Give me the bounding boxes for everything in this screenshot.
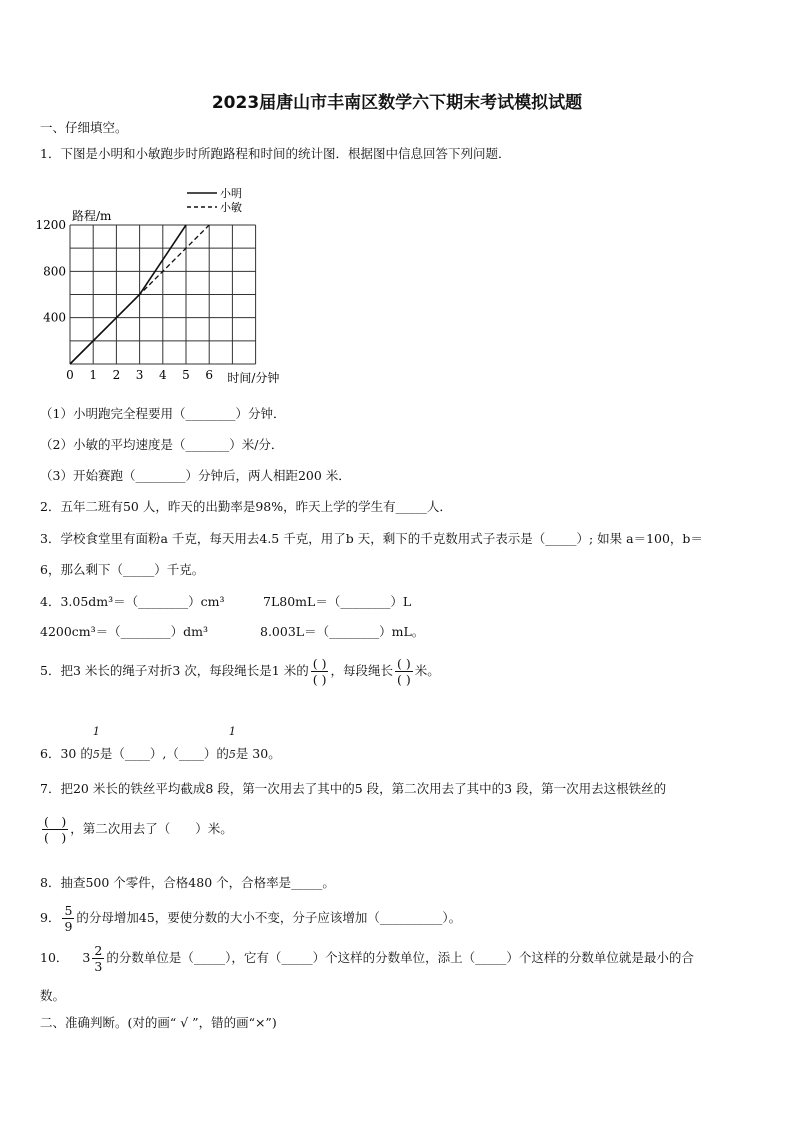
question-3-line-2: 6，那么剩下（_____）千克。 (40, 562, 205, 577)
question-9-pre: 9． (40, 910, 61, 925)
legend-label-1: 小明 (220, 187, 242, 200)
question-7-blank-fraction (42, 814, 68, 845)
question-1-sub-1: （1）小明跑完全程要用（________）分钟． (40, 406, 286, 421)
fraction-numerator: 1 (92, 725, 100, 738)
question-5 (40, 656, 440, 687)
fraction-denominator: 5 (92, 748, 100, 761)
question-5-pre: 5．把3 米长的绳子对折3 次，每段绳长是1 米的 (40, 663, 309, 678)
question-2: 2．五年二班有50 人，昨天的出勤率是98%，昨天上学的学生有_____人． (40, 499, 452, 514)
question-4-b: 7L80mL＝（________）L (263, 594, 412, 609)
question-7-line-2 (40, 814, 233, 845)
x-tick-label: 0 (66, 368, 74, 382)
section-1-heading: 一、仔细填空。 (40, 120, 128, 135)
x-axis-label: 时间/分钟 (227, 371, 280, 385)
question-9 (40, 903, 461, 934)
question-6 (40, 725, 281, 763)
question-5-blank-fraction-2 (395, 656, 413, 687)
question-5-blank-fraction-1 (311, 656, 329, 687)
fraction-denominator-blank: ( ) (312, 672, 327, 687)
fraction-denominator: 9 (64, 919, 73, 934)
section-2-heading: 二、准确判断。(对的画“ √ ”，错的画“×”) (40, 1015, 277, 1030)
x-tick-label: 4 (158, 368, 167, 382)
question-1-sub-3: （3）开始赛跑（________）分钟后，两人相距200 米． (40, 468, 351, 483)
fraction-numerator-blank: ( ) (44, 814, 67, 829)
question-5-mid: ，每段绳长 (330, 663, 393, 678)
fraction-numerator: 5 (64, 903, 73, 918)
question-4-d: 8.003L＝（________）mL。 (260, 624, 425, 639)
legend-label-2: 小敏 (220, 201, 242, 214)
fraction-numerator-blank: ( ) (396, 656, 411, 671)
question-3-line-1: 3．学校食堂里有面粉a 千克，每天用去4.5 千克，用了b 天，剩下的千克数用式子表示是（_____）; 如果 a＝100，b＝ (40, 531, 703, 546)
x-tick-label: 1 (89, 368, 98, 382)
question-6-pre: 6．30 的 (40, 746, 93, 761)
fraction-denominator-blank: ( ) (396, 672, 411, 687)
question-10-line-2: 数。 (40, 988, 66, 1003)
question-9-post: 的分母增加45，要使分数的大小不变，分子应该增加（__________）。 (76, 910, 462, 925)
y-tick-label: 800 (43, 264, 66, 279)
question-7-post: ，第二次用去了（ ）米。 (70, 821, 233, 836)
y-tick-label: 1200 (35, 218, 66, 232)
fraction-denominator-blank: ( ) (44, 830, 67, 845)
question-4-a: 4．3.05dm³＝（________）cm³ (40, 594, 225, 609)
question-7-line-1: 7．把20 米长的铁丝平均截成8 段，第一次用去了其中的5 段，第二次用去了其中的3 段，第一次用去这根铁丝的 (40, 781, 667, 796)
question-1-sub-2: （2）小敏的平均速度是（_______）米/分． (40, 437, 284, 452)
x-tick-label: 3 (135, 368, 144, 382)
question-6-fraction-1 (92, 725, 100, 763)
x-tick-label: 5 (182, 368, 190, 382)
y-axis-label: 路程/m (72, 209, 112, 223)
chart-svg (30, 182, 330, 390)
question-9-fraction (62, 903, 74, 934)
question-10-post: 的分数单位是（_____），它有（_____）个这样的分数单位，添上（_____）个这样的分数单位就是最小的合 (106, 950, 694, 965)
y-tick-label: 400 (43, 310, 66, 325)
question-8: 8．抽查500 个零件，合格480 个，合格率是_____。 (40, 875, 335, 890)
fraction-denominator: 3 (94, 959, 103, 974)
distance-time-chart (30, 182, 330, 394)
question-10-fraction (92, 943, 104, 974)
mixed-number-whole: 3 (82, 950, 91, 965)
page-title: 2023届唐山市丰南区数学六下期末考试模拟试题 (211, 93, 583, 113)
question-6-fraction-2 (228, 725, 236, 763)
x-tick-label: 2 (112, 368, 121, 382)
question-4-c: 4200cm³＝（________）dm³ (40, 624, 209, 639)
question-10-pre: 10． (40, 950, 69, 965)
fraction-numerator: 2 (94, 943, 103, 958)
question-6-mid: 是（____）,（____）的 (99, 746, 229, 761)
question-1-text: 1．下图是小明和小敏跑步时所跑路程和时间的统计图．根据图中信息回答下列问题． (40, 146, 511, 161)
question-6-post: 是 30。 (235, 746, 281, 761)
fraction-denominator: 5 (228, 748, 236, 761)
fraction-numerator-blank: ( ) (312, 656, 327, 671)
question-10-line-1 (40, 943, 694, 974)
fraction-numerator: 1 (228, 725, 236, 738)
x-tick-label: 6 (205, 368, 214, 382)
question-5-post: 米。 (414, 663, 440, 678)
